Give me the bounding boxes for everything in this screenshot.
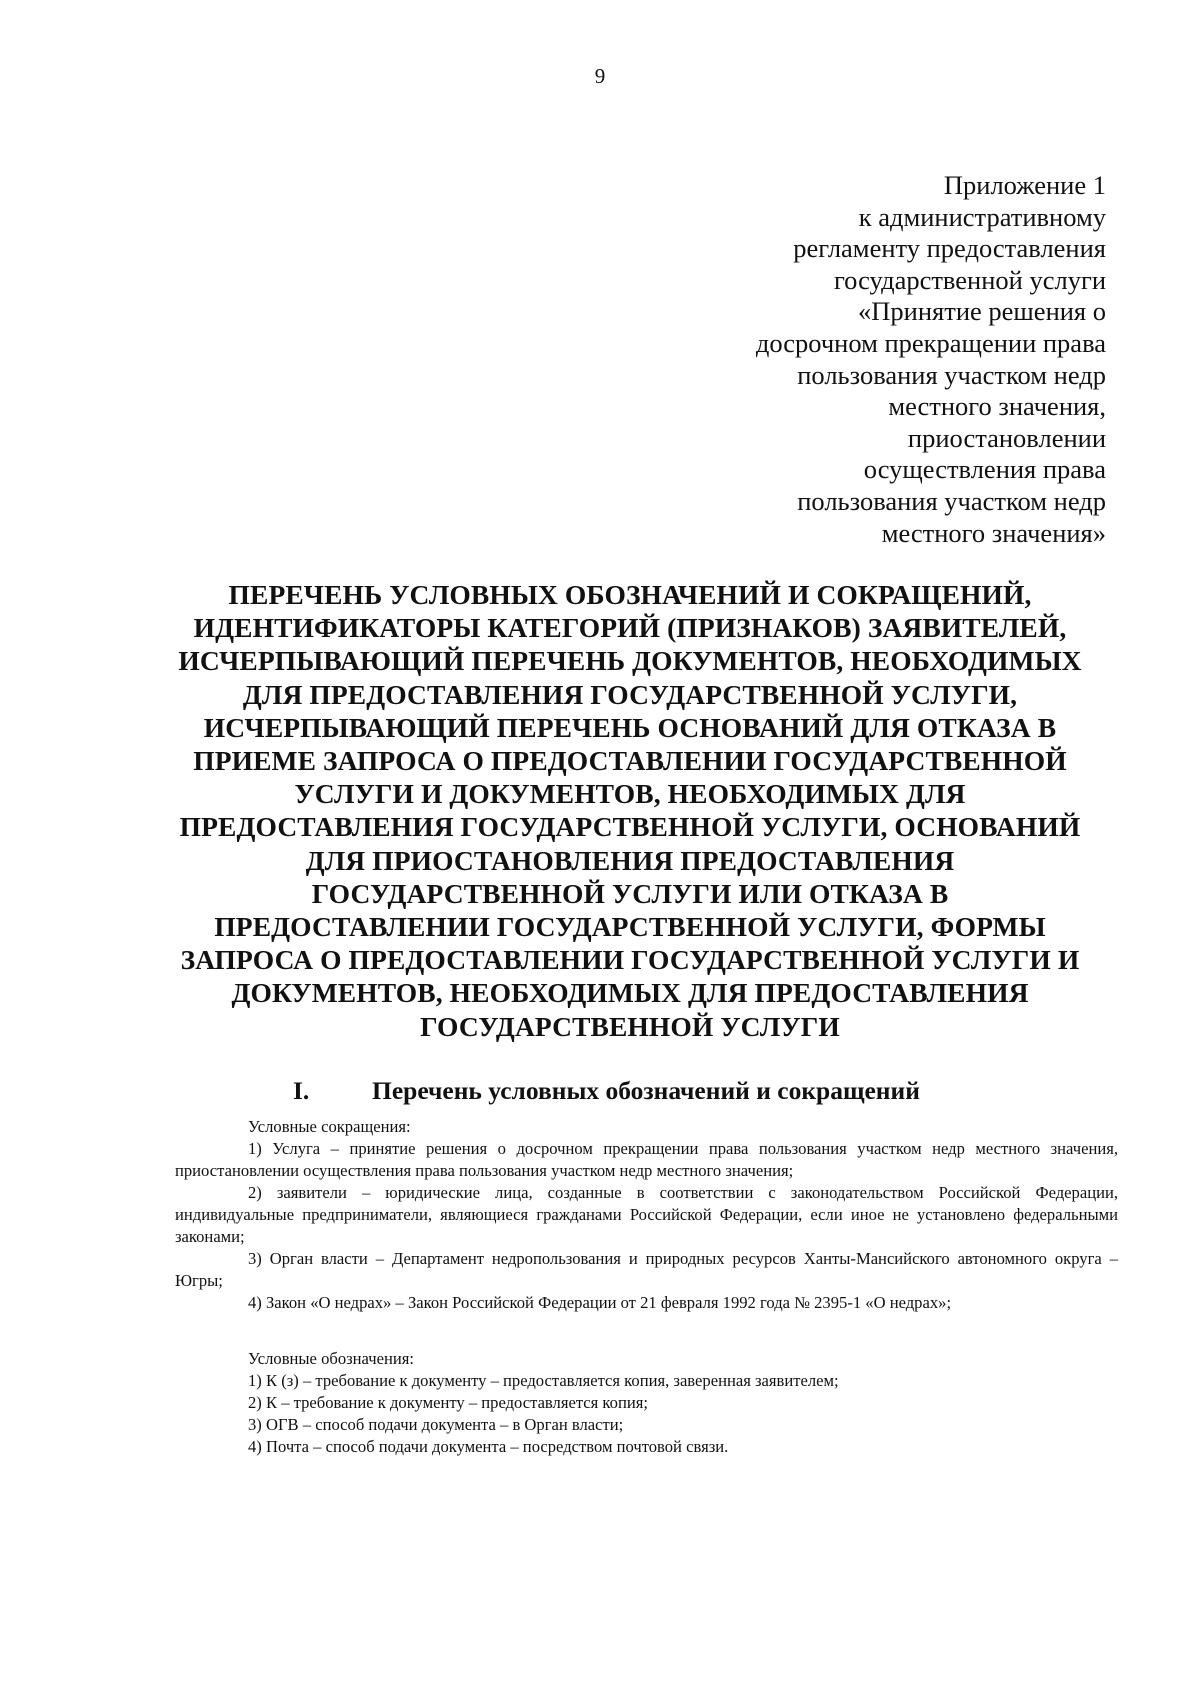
- title-line: ПРИЕМЕ ЗАПРОСА О ПРЕДОСТАВЛЕНИИ ГОСУДАРСТВЕННОЙ: [193, 745, 1067, 777]
- title-line: ДОКУМЕНТОВ, НЕОБХОДИМЫХ ДЛЯ ПРЕДОСТАВЛЕНИЯ: [231, 977, 1029, 1009]
- legend-block: [175, 1348, 1118, 1458]
- page-number: 9: [594, 64, 606, 88]
- appendix-line: государственной услуги: [833, 264, 1106, 295]
- appendix-line: пользования участком недр: [797, 485, 1106, 516]
- legend-item: 3) ОГВ – способ подачи документа – в Орган власти;: [248, 1415, 624, 1434]
- legend-item: 1) К (з) – требование к документу – предоставляется копия, заверенная заявителем;: [248, 1371, 839, 1390]
- title-line: ИСЧЕРПЫВАЮЩИЙ ПЕРЕЧЕНЬ ОСНОВАНИЙ ДЛЯ ОТКАЗА В: [203, 711, 1057, 743]
- abbreviation-item: 2) заявители – юридические лица, созданные в соответствии с законодательством Российской Федерации, индивидуальные предприниматели, являющиеся гражданами Российской Федерации, если иное не установлено федеральными законами;: [175, 1183, 1118, 1246]
- title-line: ДЛЯ ПРИОСТАНОВЛЕНИЯ ПРЕДОСТАВЛЕНИЯ: [305, 844, 955, 876]
- title-line: ДЛЯ ПРЕДОСТАВЛЕНИЯ ГОСУДАРСТВЕННОЙ УСЛУГИ,: [242, 678, 1018, 710]
- section-title: Перечень условных обозначений и сокращений: [372, 1076, 920, 1105]
- appendix-line: местного значения»: [881, 517, 1106, 548]
- appendix-line: «Принятие решения о: [858, 296, 1106, 327]
- legend-item: 4) Почта – способ подачи документа – посредством почтовой связи.: [248, 1437, 729, 1456]
- title-line: ПЕРЕЧЕНЬ УСЛОВНЫХ ОБОЗНАЧЕНИЙ И СОКРАЩЕНИЙ,: [228, 579, 1032, 610]
- title-line: ИДЕНТИФИКАТОРЫ КАТЕГОРИЙ (ПРИЗНАКОВ) ЗАЯВИТЕЛЕЙ,: [193, 612, 1067, 644]
- abbreviation-item: 1) Услуга – принятие решения о досрочном прекращении права пользования участком недр местного значения, приостановлении осуществления права пользования участком недр местного значения;: [175, 1139, 1118, 1180]
- title-line: ЗАПРОСА О ПРЕДОСТАВЛЕНИИ ГОСУДАРСТВЕННОЙ УСЛУГИ И: [180, 944, 1080, 976]
- section-number: I.: [293, 1076, 310, 1105]
- legend-label: Условные обозначения:: [248, 1349, 414, 1368]
- appendix-line: регламенту предоставления: [793, 233, 1106, 264]
- title-line: ПРЕДОСТАВЛЕНИЯ ГОСУДАРСТВЕННОЙ УСЛУГИ, ОСНОВАНИЙ: [179, 811, 1081, 843]
- abbreviation-item: 3) Орган власти – Департамент недропользования и природных ресурсов Ханты-Мансийского автономного округа – Югры;: [175, 1249, 1118, 1290]
- appendix-line: к административному: [858, 201, 1106, 232]
- abbreviation-item: 4) Закон «О недрах» – Закон Российской Федерации от 21 февраля 1992 года № 2395-1 «О недрах»;: [248, 1293, 952, 1312]
- appendix-line: Приложение 1: [943, 170, 1106, 200]
- appendix-line: местного значения,: [888, 391, 1106, 422]
- document-title: [140, 578, 1120, 1043]
- legend-item: 2) К – требование к документу – предоставляется копия;: [248, 1393, 648, 1412]
- abbreviations-label: Условные сокращения:: [248, 1117, 411, 1136]
- title-line: ИСЧЕРПЫВАЮЩИЙ ПЕРЕЧЕНЬ ДОКУМЕНТОВ, НЕОБХОДИМЫХ: [178, 645, 1082, 677]
- title-line: ГОСУДАРСТВЕННОЙ УСЛУГИ ИЛИ ОТКАЗА В: [311, 877, 949, 909]
- appendix-line: осуществления права: [863, 454, 1106, 485]
- title-line: ГОСУДАРСТВЕННОЙ УСЛУГИ: [420, 1010, 840, 1042]
- appendix-line: пользования участком недр: [797, 359, 1106, 390]
- title-line: УСЛУГИ И ДОКУМЕНТОВ, НЕОБХОДИМЫХ ДЛЯ: [294, 778, 966, 810]
- title-line: ПРЕДОСТАВЛЕНИИ ГОСУДАРСТВЕННОЙ УСЛУГИ, ФОРМЫ: [214, 911, 1046, 943]
- appendix-line: досрочном прекращении права: [755, 327, 1106, 358]
- appendix-header: [546, 170, 1106, 549]
- abbreviations-block: [175, 1116, 1118, 1314]
- appendix-line: приостановлении: [907, 422, 1106, 453]
